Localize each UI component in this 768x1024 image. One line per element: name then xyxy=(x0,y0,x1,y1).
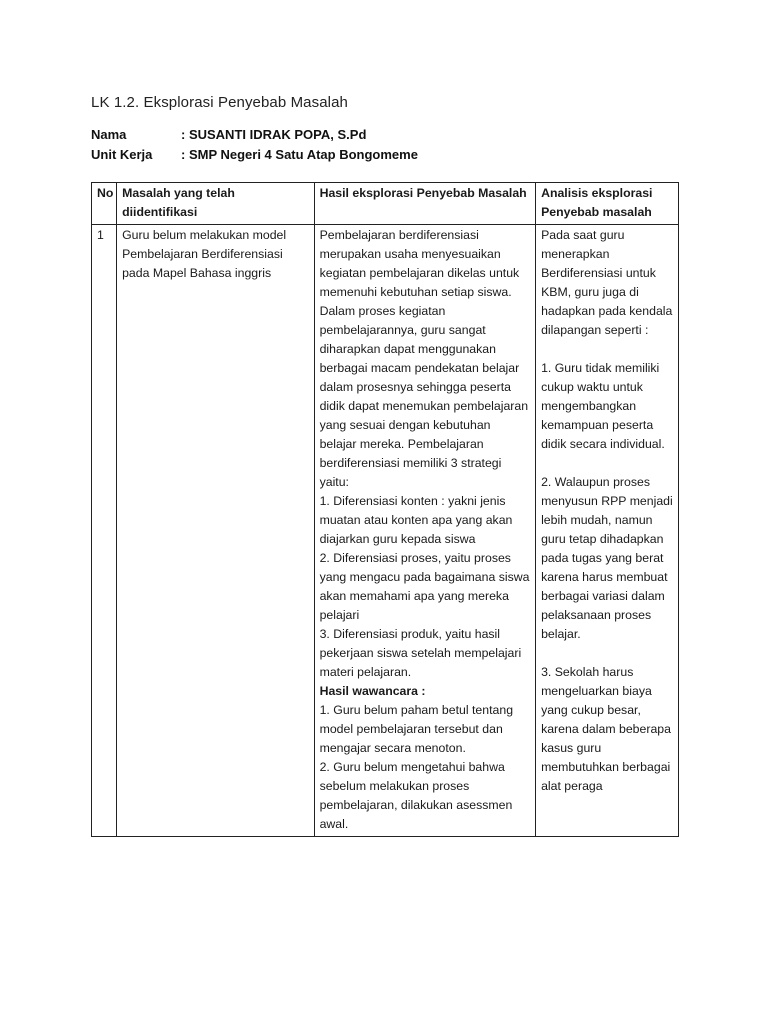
problem-table xyxy=(91,182,679,837)
wawancara-item-1: 1. Guru belum paham betul tentang model pembelajaran tersebut dan mengajar secara menoton. xyxy=(319,703,514,755)
header-masalah: Masalah yang telah diidentifikasi xyxy=(117,183,314,225)
hasil-strategy-2: 2. Diferensiasi proses, yaitu proses yang mengacu pada bagaimana siswa akan memahami apa yang mereka pelajari xyxy=(319,551,530,622)
name-label: Nama xyxy=(91,127,127,142)
header-no: No xyxy=(92,183,117,225)
name-row xyxy=(91,127,366,142)
unit-label: Unit Kerja xyxy=(91,147,153,162)
cell-no: 1 xyxy=(92,225,117,837)
paragraph-gap xyxy=(541,340,673,359)
cell-analisis xyxy=(536,225,679,837)
unit-row xyxy=(91,147,418,162)
analisis-item-3: 3. Sekolah harus mengeluarkan biaya yang cukup besar, karena dalam beberapa kasus guru membutuhkan berbagai alat peraga xyxy=(541,665,671,793)
analisis-intro: Pada saat guru menerapkan Berdiferensiasi untuk KBM, guru juga di hadapkan pada kendala dilapangan seperti : xyxy=(541,228,673,337)
unit-value: : SMP Negeri 4 Satu Atap Bongomeme xyxy=(181,147,418,162)
table-header-row xyxy=(92,183,679,225)
table-row xyxy=(92,225,679,837)
wawancara-heading: Hasil wawancara : xyxy=(319,684,426,698)
wawancara-item-2: 2. Guru belum mengetahui bahwa sebelum melakukan proses pembelajaran, dilakukan asessmen awal. xyxy=(319,760,513,831)
header-hasil: Hasil eksplorasi Penyebab Masalah xyxy=(314,183,535,225)
cell-hasil xyxy=(314,225,535,837)
analisis-item-2: 2. Walaupun proses menyusun RPP menjadi lebih mudah, namun guru tetap dihadapkan pada tugas yang berat karena harus membuat berbagai variasi dalam pelaksanaan proses belajar. xyxy=(541,475,673,641)
paragraph-gap xyxy=(541,644,673,663)
hasil-strategy-1: 1. Diferensiasi konten : yakni jenis muatan atau konten apa yang akan diajarkan guru kepada siswa xyxy=(319,494,513,546)
document-title: LK 1.2. Eksplorasi Penyebab Masalah xyxy=(91,94,348,111)
hasil-paragraph: Pembelajaran berdiferensiasi merupakan usaha menyesuaikan kegiatan pembelajaran dikelas untuk memenuhi kebutuhan setiap siswa. Dalam proses kegiatan pembelajarannya, guru sangat diharapkan dapat menggunakan berbagai macam pendekatan belajar dalam prosesnya sehingga peserta didik dapat menemukan pembelajaran yang sesuai dengan kebutuhan belajar mereka. Pembelajaran berdiferensiasi memiliki 3 strategi yaitu: xyxy=(319,228,529,489)
header-analisis: Analisis eksplorasi Penyebab masalah xyxy=(536,183,679,225)
paragraph-gap xyxy=(541,454,673,473)
name-value: : SUSANTI IDRAK POPA, S.Pd xyxy=(181,127,367,142)
hasil-strategy-3: 3. Diferensiasi produk, yaitu hasil pekerjaan siswa setelah mempelajari materi pelajaran. xyxy=(319,627,522,679)
analisis-item-1: 1. Guru tidak memiliki cukup waktu untuk mengembangkan kemampuan peserta didik secara individual. xyxy=(541,361,665,451)
cell-masalah: Guru belum melakukan model Pembelajaran Berdiferensiasi pada Mapel Bahasa inggris xyxy=(117,225,314,837)
